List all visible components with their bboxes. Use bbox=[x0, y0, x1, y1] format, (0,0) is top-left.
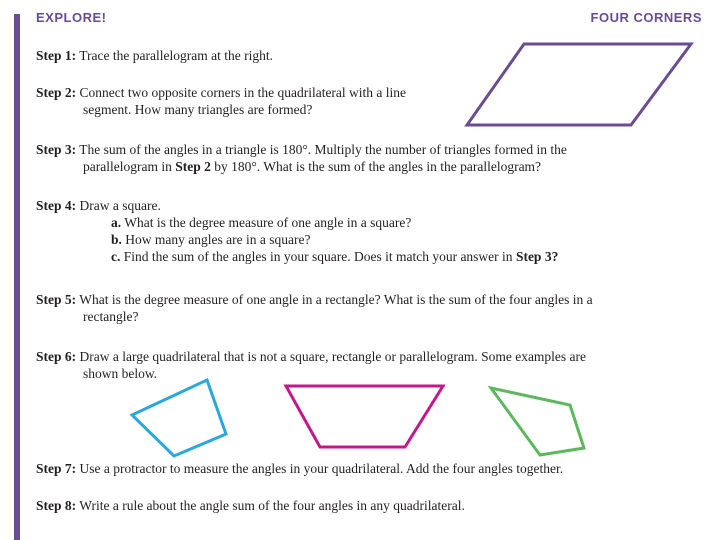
step-3-reference: Step 2 bbox=[175, 159, 211, 174]
step-3-line-2-end: by 180°. What is the sum of the angles in the parallelogram? bbox=[210, 159, 542, 174]
step-1-label: Step 1: bbox=[36, 48, 77, 63]
step-4-label: Step 4: bbox=[36, 198, 77, 213]
step-7-label: Step 7: bbox=[36, 461, 77, 476]
step-4-c-end: ? bbox=[551, 249, 559, 264]
step-4-a-text: What is the degree measure of one angle in a square? bbox=[124, 215, 412, 230]
step-6-label: Step 6: bbox=[36, 349, 77, 364]
step-3-line-1: The sum of the angles in a triangle is 180°. Multiply the number of triangles formed in the bbox=[79, 142, 567, 157]
blue-quadrilateral bbox=[132, 380, 226, 456]
step-4-b-label: b. bbox=[111, 232, 122, 247]
four-corners-heading: FOUR CORNERS bbox=[590, 10, 702, 25]
green-quadrilateral bbox=[491, 388, 584, 455]
step-4-c-label: c. bbox=[111, 249, 121, 264]
step-2-label: Step 2: bbox=[36, 85, 77, 100]
step-5-line-2: rectangle? bbox=[83, 309, 139, 324]
step-4-c-reference: Step 3 bbox=[515, 249, 552, 264]
magenta-quadrilateral bbox=[286, 386, 443, 447]
step-3-line-2-start: parallelogram in bbox=[83, 159, 176, 174]
step-3-label: Step 3: bbox=[36, 142, 77, 157]
step-2-line-1: Connect two opposite corners in the quadrilateral with a line bbox=[79, 85, 407, 100]
step-4-text: Draw a square. bbox=[79, 198, 161, 213]
parallelogram-figure bbox=[467, 44, 691, 125]
step-6-line-1: Draw a large quadrilateral that is not a square, rectangle or parallelogram. Some examples are bbox=[79, 349, 587, 364]
step-6-line-2: shown below. bbox=[83, 366, 158, 381]
step-5-label: Step 5: bbox=[36, 292, 77, 307]
explore-heading: EXPLORE! bbox=[36, 10, 107, 25]
step-1-text: Trace the parallelogram at the right. bbox=[79, 48, 273, 63]
step-4-b-text: How many angles are in a square? bbox=[125, 232, 311, 247]
step-4-a-label: a. bbox=[111, 215, 122, 230]
step-5-line-1: What is the degree measure of one angle in a rectangle? What is the sum of the four angles in a bbox=[79, 292, 593, 307]
step-8-text: Write a rule about the angle sum of the four angles in any quadrilateral. bbox=[79, 498, 465, 513]
step-7-text: Use a protractor to measure the angles in your quadrilateral. Add the four angles together. bbox=[79, 461, 564, 476]
step-8-label: Step 8: bbox=[36, 498, 77, 513]
step-2-line-2: segment. How many triangles are formed? bbox=[83, 102, 313, 117]
step-4-c-text: Find the sum of the angles in your square. Does it match your answer in bbox=[123, 249, 516, 264]
